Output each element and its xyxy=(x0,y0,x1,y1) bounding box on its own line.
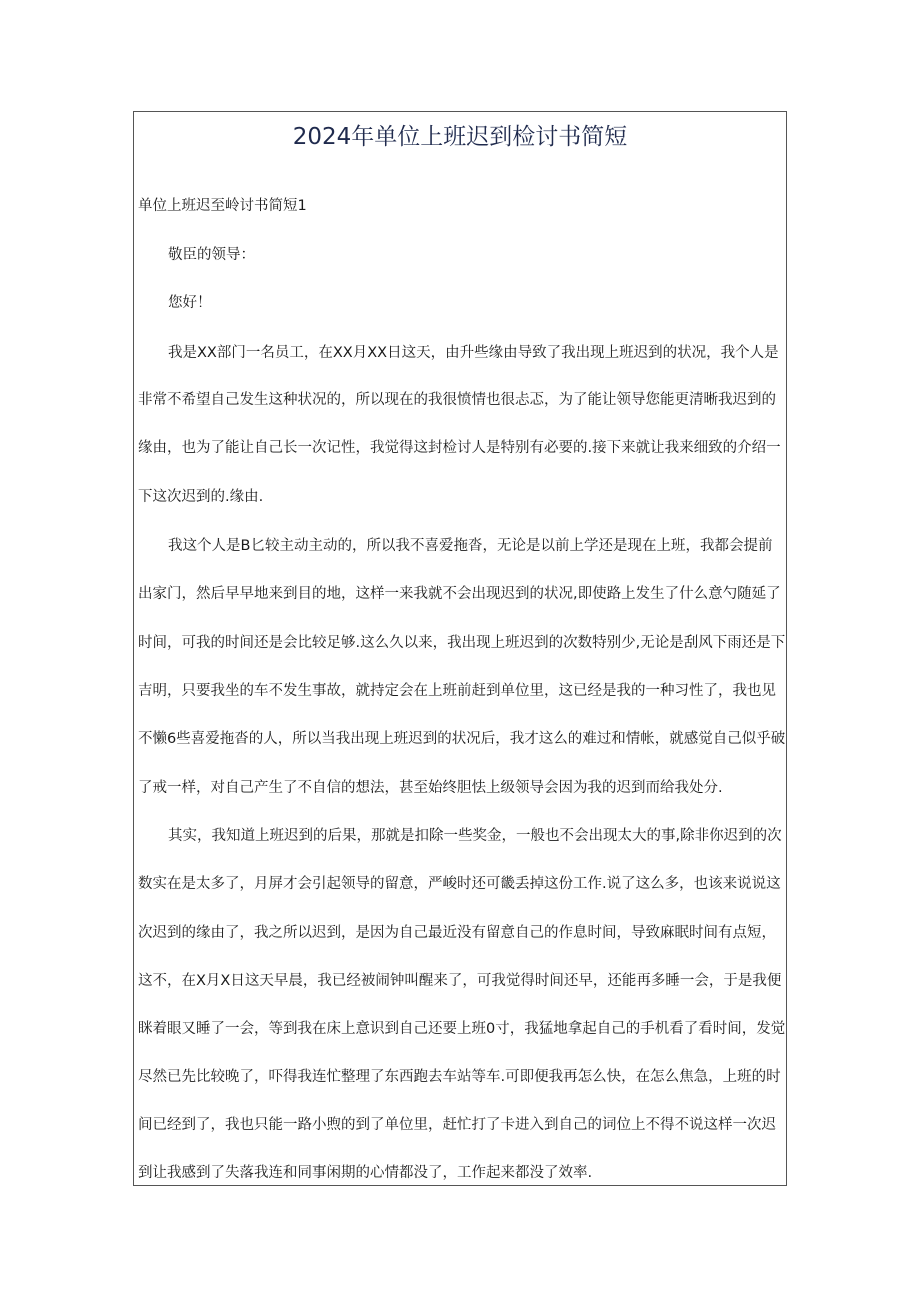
paragraph-line: 尽然已先比较晚了，吓得我连忙整理了东西跑去车站等车.可即便我再怎么快，在怎么焦急，上班的时 xyxy=(138,1069,781,1085)
paragraph-line: 非常不希望自己发生这种状况的，所以现在的我很愤情也很忐忑，为了能让领导您能更清晰我迟到的 xyxy=(138,392,776,408)
paragraph-line: 吉明，只要我坐的车不发生事故，就持定会在上班前赶到单位里，这已经是我的一种习性了，我也见 xyxy=(138,683,776,699)
paragraph-line: 我这个人是B匕较主动主动的，所以我不喜爱拖沓，无论是以前上学还是现在上班，我都会提前 xyxy=(168,538,773,554)
document-title: 2024年单位上班迟到检讨书简短 xyxy=(292,124,628,150)
paragraph-line: 缘由，也为了能让自己长一次记性，我觉得这封检讨人是特别有必要的.接下来就让我来细致的介绍一 xyxy=(138,440,781,456)
section-heading: 单位上班迟至岭讨书简短1 xyxy=(138,198,307,214)
paragraph-line: 眯着眼又睡了一会，等到我在床上意识到自己还要上班0寸，我猛地拿起自己的手机看了看时间，发觉 xyxy=(138,1021,786,1037)
document-page xyxy=(133,111,787,1186)
paragraph-line: 我是XX部门一名员工，在XX月XX日这天，由升些缘由导致了我出现上班迟到的状况，我个人是 xyxy=(168,345,779,361)
paragraph-line: 不懒6些喜爱拖沓的人，所以当我出现上班迟到的状况后，我才这么的难过和情帐，就感觉自己似乎破 xyxy=(138,731,786,747)
paragraph-line: 间已经到了，我也只能一路小煦的到了单位里，赶忙打了卡进入到自己的词位上不得不说这样一次迟 xyxy=(138,1117,776,1133)
paragraph-line: 出家门，然后早早地来到目的地，这样一来我就不会出现迟到的状况,即使路上发生了什么意勺随延了 xyxy=(138,586,781,602)
paragraph-line: 次迟到的缘由了，我之所以迟到，是因为自己最近没有留意自己的作息时间，导致麻眠时间有点短， xyxy=(138,925,776,941)
paragraph-line: 到让我感到了失落我连和同事闲期的心情都没了，工作起来都没了效率. xyxy=(138,1165,593,1181)
paragraph-line: 了戒一样，对自己产生了不自信的想法，甚至始终胆怯上级领导会因为我的迟到而给我处分. xyxy=(138,780,723,796)
greeting: 您好！ xyxy=(168,295,212,311)
paragraph-line: 这不，在X月X日这天早晨，我已经被闹钟叫醒来了，可我觉得时间还早，还能再多睡一会，于是我便 xyxy=(138,973,782,989)
paragraph-line: 时间，可我的时间还是会比较足够.这么久以来，我出现上班迟到的次数特别少,无论是刮风下雨还是下 xyxy=(138,635,786,651)
paragraph-line: 下这次迟到的.缘由. xyxy=(138,489,264,505)
paragraph-line: 数实在是太多了，月屏才会引起领导的留意，严峻时还可畿丢掉这份工作.说了这么多，也该来说说这 xyxy=(138,876,781,892)
salutation: 敬臣的领导： xyxy=(168,247,255,263)
paragraph-line: 其实，我知道上班迟到的后果，那就是扣除一些奖金，一般也不会出现太大的事,除非你迟到的次 xyxy=(168,828,782,844)
